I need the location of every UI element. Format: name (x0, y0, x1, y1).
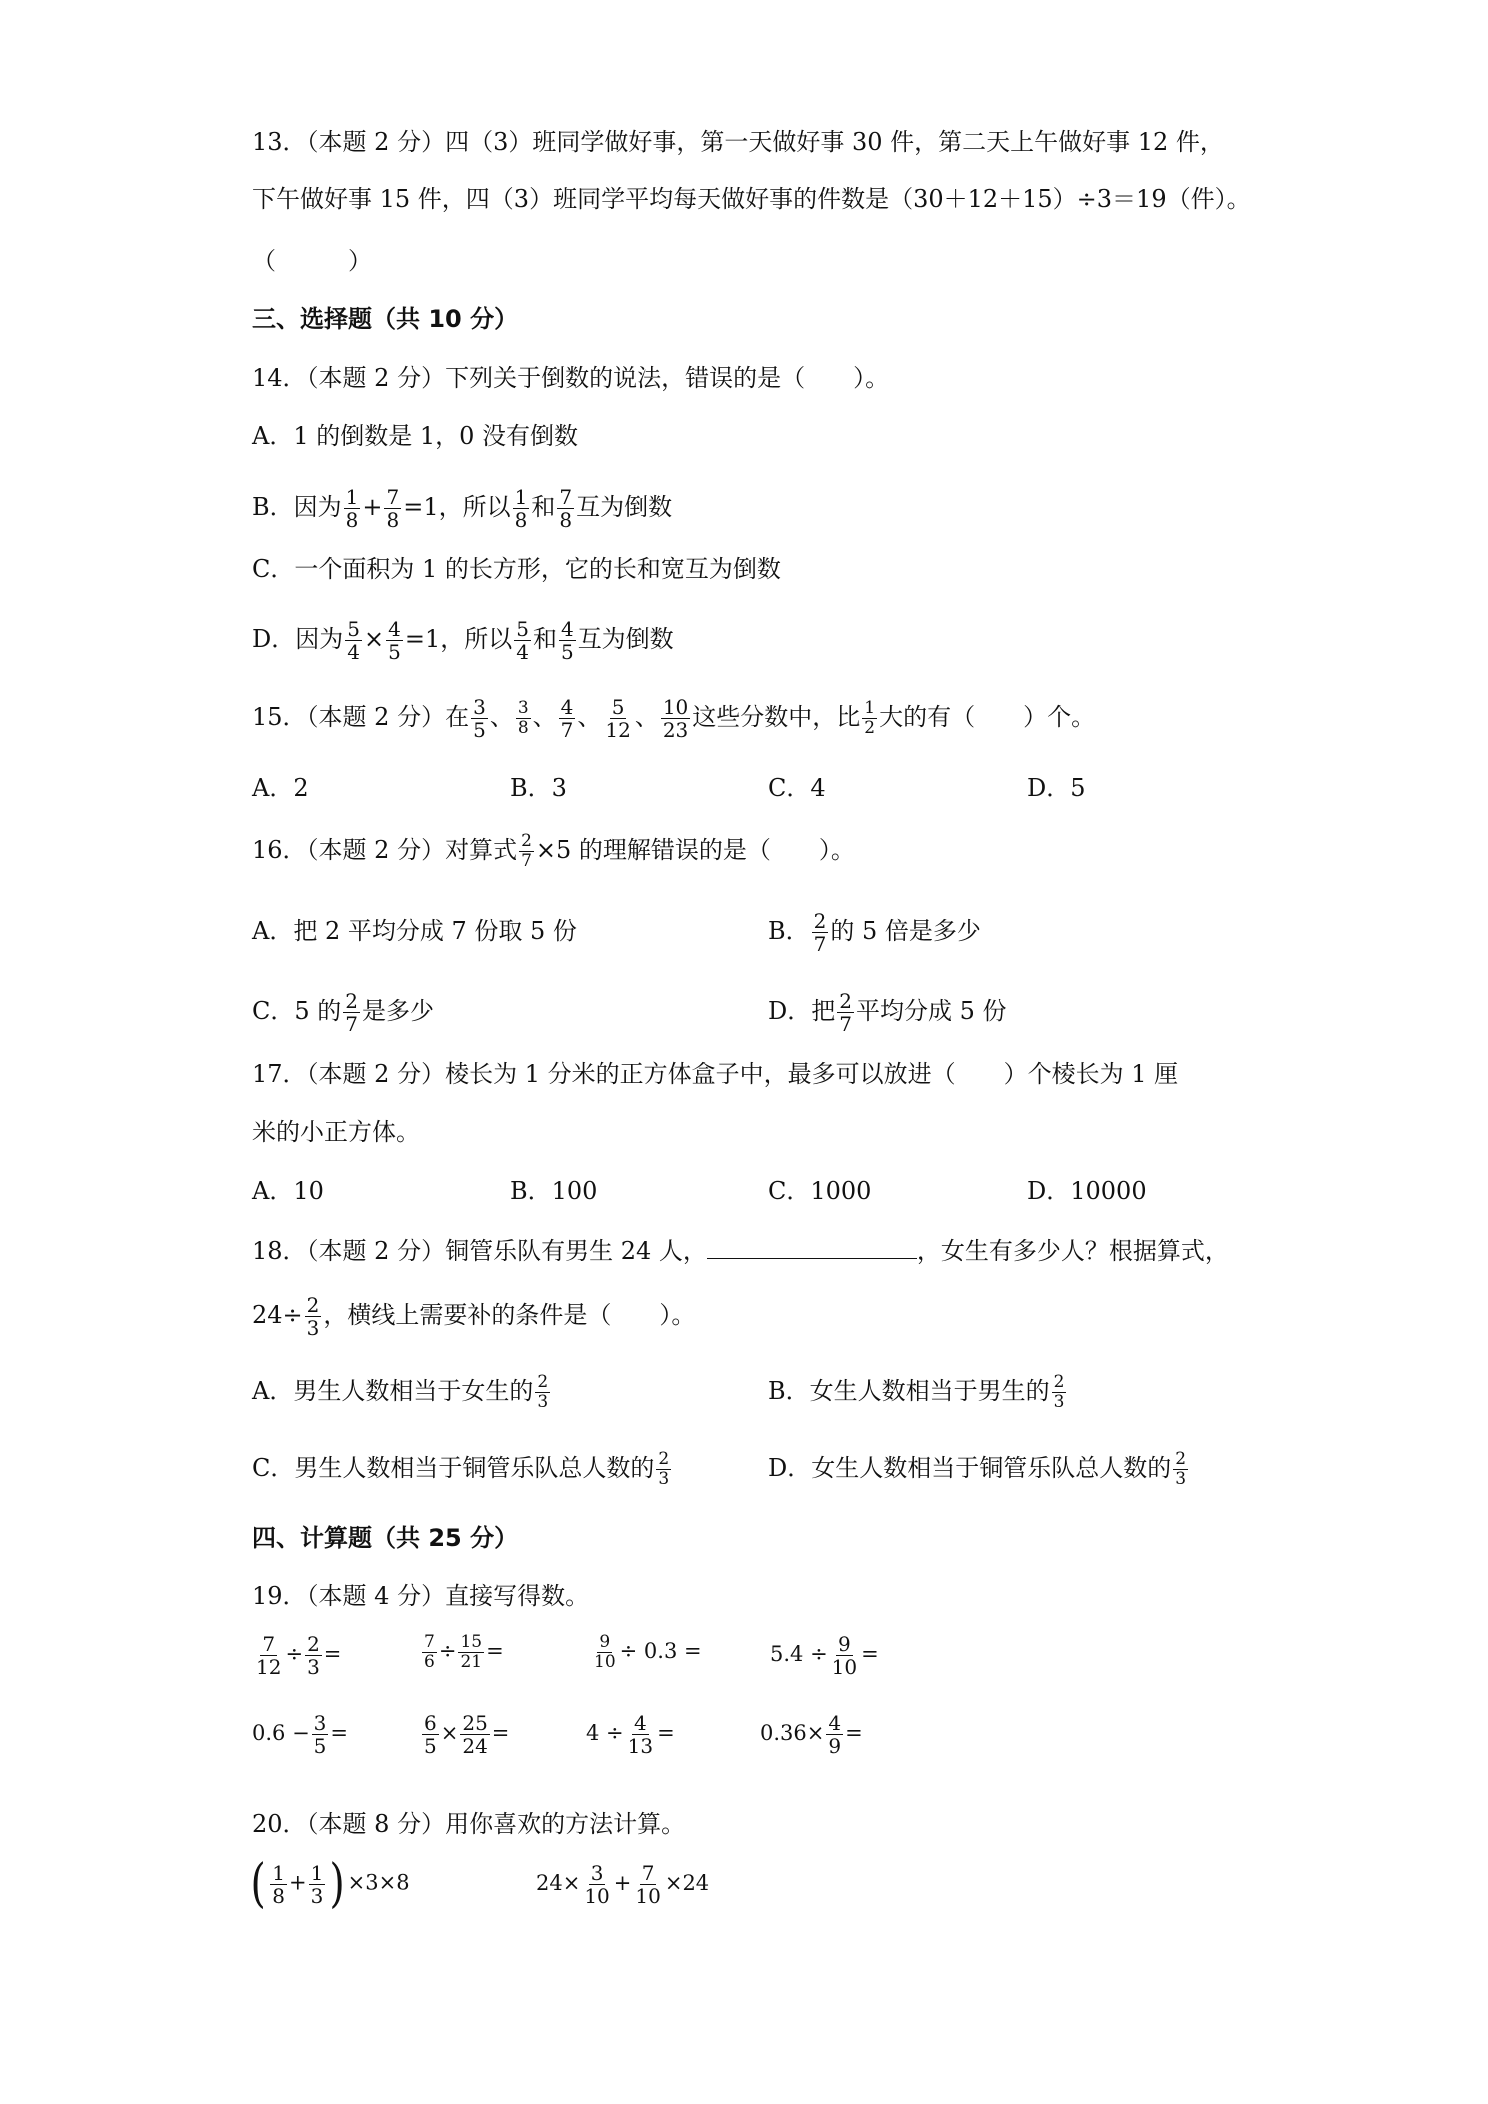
fraction: $\frac{3}{5}$ (473, 695, 486, 742)
q19-stem: 19．（本题 4 分）直接写得数。 (252, 1582, 590, 1610)
q16-stem: 16．（本题 2 分）对算式 $\frac{2}{7}$ ×5 的理解错误的是（ ）。 (252, 831, 855, 871)
fraction: $\frac{2}{3}$ (1053, 1372, 1065, 1412)
fraction: $\frac{2}{3}$ (658, 1449, 670, 1489)
fraction: $\frac{4}{7}$ (560, 695, 574, 742)
fraction: $\frac{5}{4}$ (516, 617, 529, 664)
fraction: $\frac{5}{12}$ (605, 695, 631, 742)
calc-item: 4 ÷ $\frac{4}{13}$ = (586, 1711, 675, 1758)
q14-option-d: D．因为 $\frac{5}{4}$ × $\frac{4}{5}$ =1，所以 $\frac{5}{4}$ 和 $\frac{4}{5}$ 互为倒数 (252, 617, 674, 664)
q18-line2: 24÷ $\frac{2}{3}$ ，横线上需要补的条件是（ ）。 (252, 1293, 696, 1340)
q17-option-b: B．100 (510, 1177, 598, 1205)
fraction: $\frac{2}{3}$ (306, 1293, 320, 1340)
q14-option-b: B．因为 $\frac{1}{8}$ + $\frac{7}{8}$ =1，所以 $\frac{1}{8}$ 和 $\frac{7}{8}$ 互为倒数 (252, 485, 673, 532)
left-paren: ( (250, 1854, 266, 1914)
q17-option-d: D．10000 (1027, 1177, 1147, 1205)
fraction: $\frac{1}{2}$ (864, 698, 876, 738)
q17-line1: 17．（本题 2 分）棱长为 1 分米的正方体盒子中，最多可以放进（ ）个棱长为 1 厘 (252, 1060, 1179, 1088)
q20-stem: 20．（本题 8 分）用你喜欢的方法计算。 (252, 1810, 686, 1838)
q18-option-a: A．男生人数相当于女生的 $\frac{2}{3}$ (252, 1372, 549, 1412)
q15-option-b: B．3 (510, 774, 567, 802)
q15-option-c: C．4 (768, 774, 826, 802)
q17-option-c: C．1000 (768, 1177, 872, 1205)
q18-option-c: C．男生人数相当于铜管乐队总人数的 $\frac{2}{3}$ (252, 1449, 670, 1489)
fraction: $\frac{3}{10}$ (584, 1861, 610, 1908)
q18-option-b: B．女生人数相当于男生的 $\frac{2}{3}$ (768, 1372, 1065, 1412)
fraction: $\frac{1}{8}$ (345, 485, 359, 532)
fraction: $\frac{4}{13}$ (627, 1711, 654, 1758)
fraction: $\frac{6}{5}$ (424, 1711, 437, 1758)
fraction: $\frac{7}{6}$ (424, 1632, 435, 1672)
q13-line2: 下午做好事 15 件，四（3）班同学平均每天做好事的件数是（30＋12＋15）÷3＝19（件）。 (252, 185, 1251, 213)
q13-line1: 13．（本题 2 分）四（3）班同学做好事，第一天做好事 30 件，第二天上午做好事 12 件， (252, 128, 1224, 156)
q18-line1: 18．（本题 2 分）铜管乐队有男生 24 人， ，女生有多少人？根据算式， (252, 1234, 1229, 1267)
fraction: $\frac{2}{7}$ (839, 989, 852, 1036)
calc-item: $\frac{7}{12}$ ÷ $\frac{2}{3}$ = (256, 1632, 342, 1679)
fraction: $\frac{2}{3}$ (1175, 1449, 1187, 1489)
q18-option-d: D．女生人数相当于铜管乐队总人数的 $\frac{2}{3}$ (768, 1449, 1187, 1489)
calc-item: $\frac{9}{10}$ ÷ 0.3 = (594, 1632, 702, 1672)
q17-option-a: A．10 (252, 1177, 324, 1205)
fraction: $\frac{7}{8}$ (559, 485, 573, 532)
q14-option-a: A．1 的倒数是 1，0 没有倒数 (252, 422, 579, 450)
fraction: $\frac{7}{10}$ (635, 1861, 661, 1908)
section-3-title: 三、选择题（共 10 分） (252, 305, 519, 333)
fraction: $\frac{7}{8}$ (386, 485, 400, 532)
calc-expression-1: ( $\frac{1}{8}$ + $\frac{1}{3}$ ) ×3×8 (250, 1854, 410, 1914)
fraction: $\frac{1}{8}$ (514, 485, 528, 532)
q14-option-c: C．一个面积为 1 的长方形，它的长和宽互为倒数 (252, 555, 781, 583)
fill-in-blank (707, 1234, 917, 1259)
fraction: $\frac{1}{8}$ (272, 1860, 286, 1908)
q14-stem: 14．（本题 2 分）下列关于倒数的说法，错误的是（ ）。 (252, 364, 890, 392)
calc-item: 0.36× $\frac{4}{9}$ = (760, 1711, 863, 1758)
fraction: $\frac{7}{12}$ (256, 1632, 282, 1679)
fraction: $\frac{4}{5}$ (560, 617, 574, 664)
fraction: $\frac{2}{7}$ (345, 989, 358, 1036)
calc-item: 5.4 ÷ $\frac{9}{10}$ = (770, 1632, 879, 1679)
q16-option-c: C．5 的 $\frac{2}{7}$ 是多少 (252, 989, 434, 1036)
section-4-title: 四、计算题（共 25 分） (252, 1524, 519, 1552)
fraction: $\frac{2}{7}$ (813, 909, 827, 956)
fraction: $\frac{3}{8}$ (517, 698, 529, 738)
fraction: $\frac{2}{7}$ (521, 831, 532, 871)
fraction: $\frac{4}{9}$ (828, 1711, 842, 1758)
calc-expression-2: 24× $\frac{3}{10}$ + $\frac{7}{10}$ ×24 (536, 1861, 710, 1908)
fraction: $\frac{2}{3}$ (537, 1372, 549, 1412)
calc-item: 0.6 − $\frac{3}{5}$ = (252, 1711, 349, 1758)
fraction: $\frac{1}{3}$ (310, 1860, 324, 1908)
fraction: $\frac{3}{5}$ (313, 1711, 327, 1758)
fraction: $\frac{9}{10}$ (594, 1632, 616, 1672)
q15-stem: 15．（本题 2 分）在 $\frac{3}{5}$ 、 $\frac{3}{8}$ 、 $\frac{4}{7}$ 、 $\frac{5}{12}$ 、 $\frac{10}{23}$ 这些分数中，比 $\frac{1}{2}$ 大的有（ ）个。 (252, 695, 1096, 742)
fraction: $\frac{9}{10}$ (831, 1632, 858, 1679)
q15-option-a: A．2 (252, 774, 309, 802)
calc-item: $\frac{6}{5}$ × $\frac{25}{24}$ = (424, 1711, 510, 1758)
fraction: $\frac{5}{4}$ (347, 617, 360, 664)
fraction: $\frac{25}{24}$ (462, 1711, 488, 1758)
fraction: $\frac{10}{23}$ (662, 695, 689, 742)
fraction: $\frac{4}{5}$ (388, 617, 401, 664)
q17-line2: 米的小正方体。 (252, 1118, 420, 1146)
q13-answer-parens: （ ） (252, 247, 372, 275)
fraction: $\frac{15}{21}$ (460, 1632, 483, 1672)
calc-item: $\frac{7}{6}$ ÷ $\frac{15}{21}$ = (424, 1632, 504, 1672)
q15-option-d: D．5 (1027, 774, 1086, 802)
q16-option-b: B． $\frac{2}{7}$ 的 5 倍是多少 (768, 909, 981, 956)
q16-option-d: D．把 $\frac{2}{7}$ 平均分成 5 份 (768, 989, 1007, 1036)
fraction: $\frac{2}{3}$ (307, 1632, 320, 1679)
right-paren: ) (329, 1854, 346, 1914)
q16-option-a: A．把 2 平均分成 7 份取 5 份 (252, 917, 577, 945)
